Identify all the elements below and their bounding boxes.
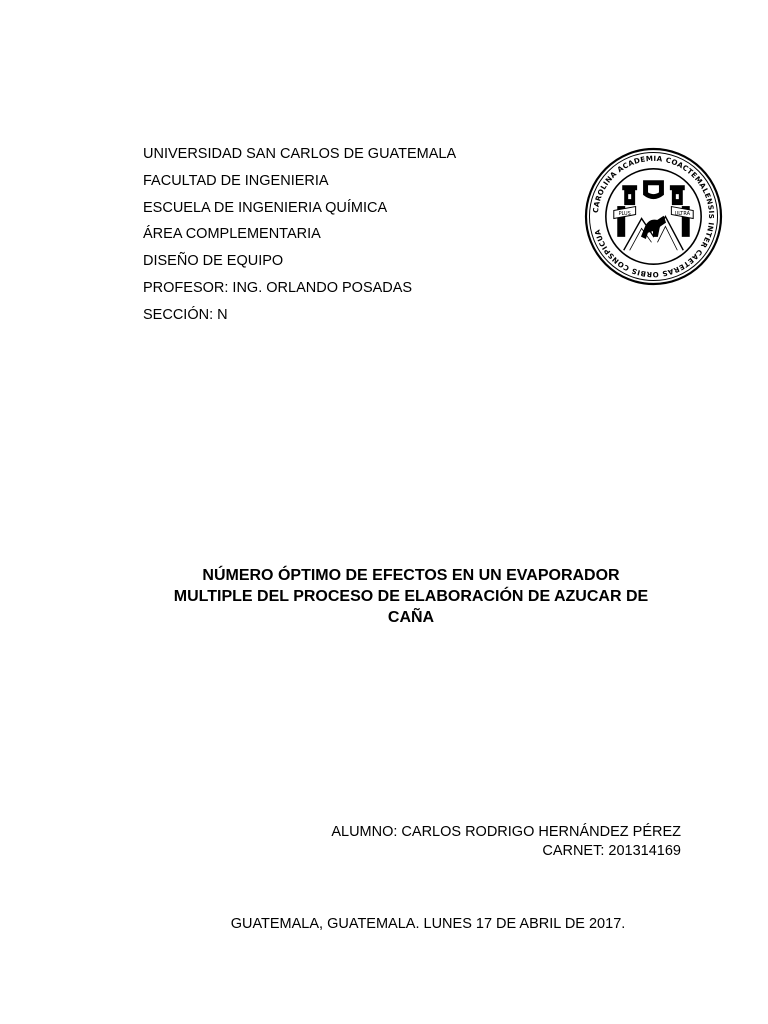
course-name: DISEÑO DE EQUIPO — [143, 253, 284, 270]
student-name: ALUMNO: CARLOS RODRIGO HERNÁNDEZ PÉREZ — [331, 824, 681, 840]
area-name: ÁREA COMPLEMENTARIA — [143, 226, 321, 243]
section-label: SECCIÓN: N — [143, 306, 228, 323]
title-line-3: CAÑA — [387, 609, 435, 626]
faculty-name: FACULTAD DE INGENIERIA — [143, 172, 329, 189]
seal-ring-text: CAROLINA ACADEMIA COACTEMALENSIS INTER CAETERAS ORBIS CONSPICUA — [590, 153, 717, 280]
place-and-date: GUATEMALA, GUATEMALA. LUNES 17 DE ABRIL DE 2017. — [230, 916, 626, 932]
school-name: ESCUELA DE INGENIERIA QUÍMICA — [143, 199, 388, 216]
title-line-1: NÚMERO ÓPTIMO DE EFECTOS EN UN EVAPORADOR — [202, 567, 620, 584]
institution-header — [143, 145, 563, 333]
student-info — [331, 823, 681, 861]
seal-banner-left: PLUS — [618, 211, 631, 218]
university-name: UNIVERSIDAD SAN CARLOS DE GUATEMALA — [143, 146, 457, 162]
student-carnet: CARNET: 201314169 — [542, 843, 681, 859]
seal-banner-right: ULTRA — [674, 211, 690, 218]
document-title — [140, 565, 682, 628]
title-line-2: MULTIPLE DEL PROCESO DE ELABORACIÓN DE AZUCAR DE — [173, 588, 649, 605]
professor-name: PROFESOR: ING. ORLANDO POSADAS — [143, 279, 413, 296]
university-seal-icon — [584, 147, 723, 286]
svg-text:CAROLINA ACADEMIA COACTEMALENS — [591, 154, 716, 279]
